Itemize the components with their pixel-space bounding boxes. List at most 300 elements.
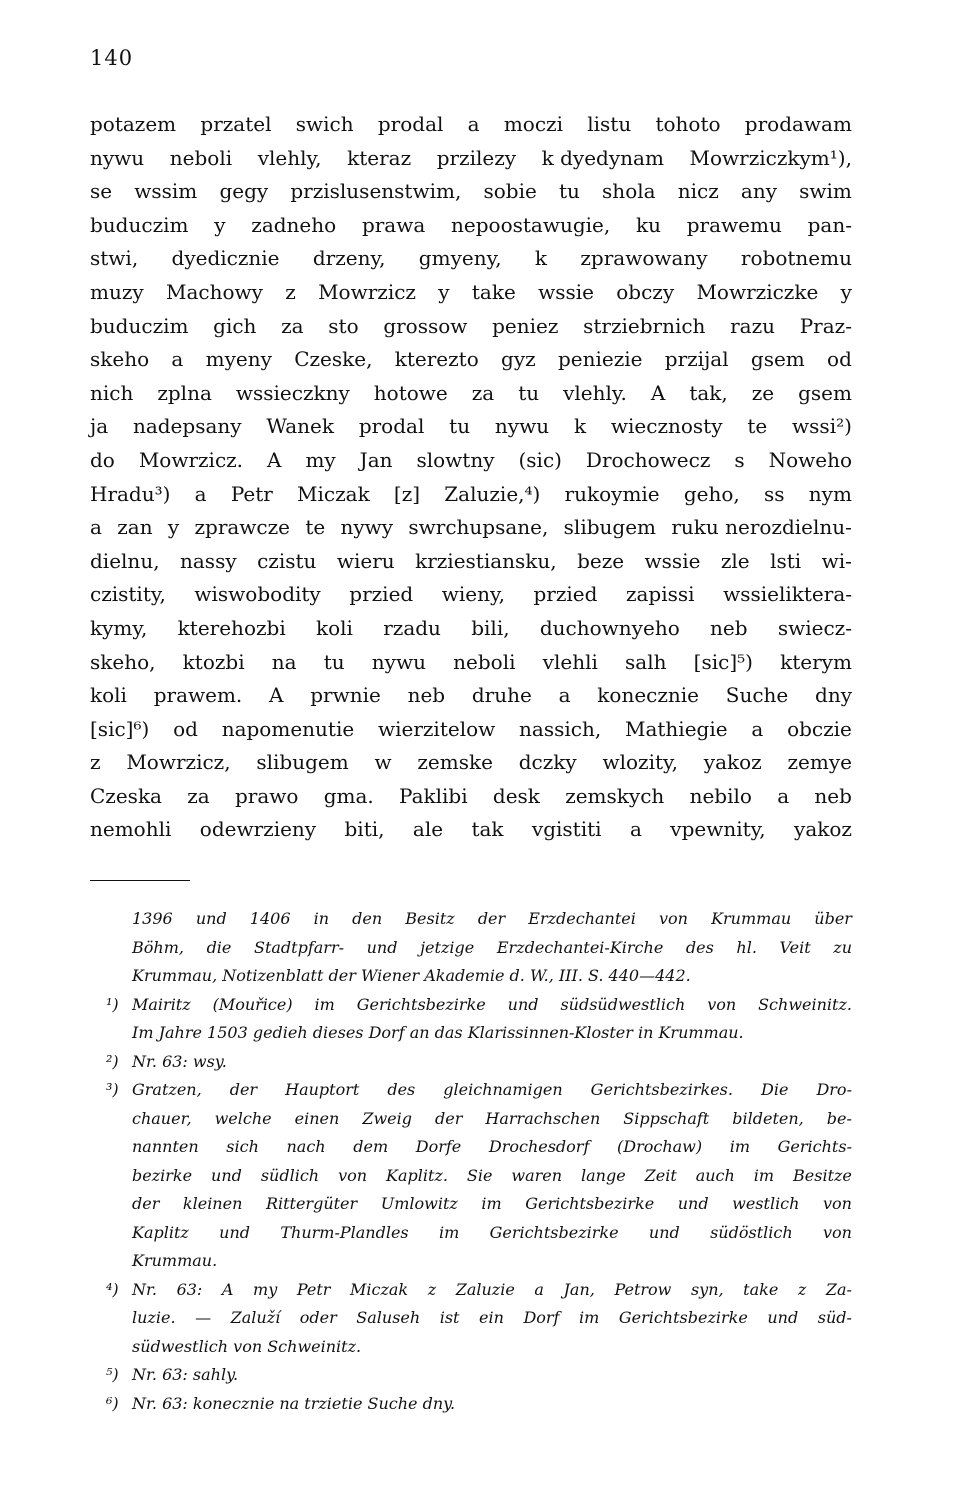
footnote-word: Gerichtsbezirke bbox=[356, 994, 486, 1014]
footnote-line bbox=[90, 1333, 852, 1362]
main-text-word: [sic]⁶) bbox=[90, 716, 150, 741]
main-text-word: nemohli bbox=[90, 817, 172, 842]
footnote-word: Rittergüter bbox=[265, 1194, 358, 1213]
footnote-word: Erzdechantei bbox=[528, 909, 636, 928]
footnote-text: Nr. 63: sahly. bbox=[132, 1365, 239, 1384]
main-text-word: odewrzieny bbox=[199, 817, 317, 842]
main-text-word: nywu bbox=[371, 649, 426, 674]
main-text-word: k bbox=[534, 246, 548, 271]
footnote-word: welche bbox=[214, 1108, 272, 1128]
main-text-word: zplna bbox=[157, 380, 212, 405]
main-text-word: te bbox=[747, 414, 768, 439]
footnote-text bbox=[132, 1133, 852, 1162]
footnote-word: Saluseh bbox=[356, 1308, 421, 1327]
main-text-word: neb bbox=[710, 615, 748, 640]
footnote-word: bezirke bbox=[132, 1165, 193, 1185]
main-text-word: kterezto bbox=[394, 347, 479, 372]
main-text-word: prodal bbox=[358, 414, 425, 439]
footnote-text bbox=[132, 1190, 852, 1219]
main-text-word: nywu bbox=[494, 414, 550, 439]
main-text-word: obczy bbox=[616, 279, 675, 304]
footnote-word: süd- bbox=[817, 1308, 852, 1327]
footnote-word: Gerichts- bbox=[777, 1137, 852, 1156]
main-text-word: beze bbox=[577, 548, 625, 573]
footnote-word: waren bbox=[511, 1165, 563, 1185]
footnote-word: Besitze bbox=[793, 1165, 852, 1185]
main-text-word: prawo bbox=[234, 783, 299, 808]
main-text-word: gyz bbox=[501, 347, 536, 372]
main-text-word: wssieczkny bbox=[235, 380, 350, 405]
footnote-line bbox=[90, 1076, 852, 1105]
main-text-word: wieny, bbox=[441, 582, 505, 607]
footnote-word: syn, bbox=[690, 1279, 724, 1299]
main-text-word: a bbox=[90, 515, 102, 540]
main-text-word: bili, bbox=[471, 615, 510, 640]
main-text-word: dczky bbox=[518, 750, 577, 775]
footnote-word: und bbox=[677, 1194, 709, 1213]
footnote-line bbox=[90, 1247, 852, 1276]
footnote-line bbox=[90, 1190, 852, 1219]
footnote-word: der bbox=[435, 1108, 463, 1128]
main-text-line bbox=[90, 108, 852, 142]
footnote-word: von bbox=[707, 994, 737, 1014]
footnote-marker: ⁵) bbox=[106, 1365, 119, 1384]
footnote-line bbox=[90, 962, 852, 991]
main-text-line bbox=[90, 780, 852, 814]
footnote-word: zu bbox=[833, 937, 852, 957]
main-text-word: buduczim bbox=[90, 212, 189, 237]
footnote-word: jetzige bbox=[420, 937, 475, 957]
footnote-word: in bbox=[313, 909, 330, 928]
footnote-text bbox=[132, 905, 852, 934]
main-text-word: przied bbox=[349, 582, 414, 607]
main-text-word: skeho, bbox=[90, 649, 156, 674]
footnote-word: Harrachschen bbox=[485, 1108, 601, 1128]
main-text-word: slibugem bbox=[563, 515, 657, 540]
main-text-word: [sic]⁵) bbox=[693, 649, 753, 674]
main-text-word: slibugem bbox=[256, 750, 349, 775]
main-text-word: strziebrnich bbox=[583, 313, 706, 338]
footnote-word: Thurm-Plandles bbox=[280, 1222, 409, 1242]
main-text-word: zle bbox=[720, 548, 750, 573]
main-text-word: neboli bbox=[453, 649, 516, 674]
main-text-word: A bbox=[269, 683, 284, 708]
main-text-word: stwi, bbox=[90, 246, 139, 271]
main-text-word: zan bbox=[117, 515, 153, 540]
main-text-word: rukoymie bbox=[564, 481, 660, 506]
main-text-word: Mowrziczkym¹), bbox=[689, 145, 852, 170]
footnote-line bbox=[90, 1162, 852, 1191]
footnote-word: Dorf bbox=[523, 1308, 560, 1327]
main-text-word: Hradu³) bbox=[90, 481, 171, 506]
main-text-word: wssim bbox=[134, 179, 198, 204]
main-text-word: skeho bbox=[90, 347, 150, 372]
main-text-word: ja bbox=[90, 414, 109, 439]
main-text-word: kterehozbi bbox=[177, 615, 286, 640]
main-text-word: zemskych bbox=[565, 783, 665, 808]
footnote-word: und bbox=[366, 937, 398, 957]
footnotes-block bbox=[90, 905, 852, 1418]
footnote-word: Zaluží bbox=[230, 1308, 281, 1327]
main-text-word: tu bbox=[518, 380, 540, 405]
footnote-word: im bbox=[314, 994, 335, 1014]
main-text-word: a bbox=[171, 347, 184, 372]
footnote-word: im bbox=[438, 1222, 460, 1242]
main-text-word: nym bbox=[808, 481, 852, 506]
main-text-word: prawemu bbox=[686, 212, 782, 237]
page-number: 140 bbox=[90, 46, 134, 70]
footnote-word: und bbox=[507, 994, 539, 1014]
footnote-line bbox=[90, 991, 852, 1020]
footnote-word: Gratzen, bbox=[132, 1080, 202, 1099]
main-text-word: obczie bbox=[787, 716, 852, 741]
footnote-line bbox=[90, 1105, 852, 1134]
main-text-word: se bbox=[90, 179, 113, 204]
main-text-word: s bbox=[734, 447, 745, 472]
footnote-line bbox=[90, 1304, 852, 1333]
main-text-word: ku bbox=[636, 212, 661, 237]
main-text-word: nicz bbox=[677, 179, 719, 204]
main-text-word: moczi bbox=[503, 112, 563, 136]
main-text-word: Mowrzicz. bbox=[138, 447, 244, 472]
footnote-text bbox=[132, 1219, 852, 1248]
main-text-word: Noweho bbox=[768, 447, 852, 472]
main-text-word: dielnu, bbox=[90, 548, 160, 573]
footnote-word: z bbox=[797, 1279, 807, 1299]
main-text-word: od bbox=[827, 347, 852, 372]
footnote-word: A bbox=[221, 1279, 234, 1299]
main-text-word: wlozity, bbox=[602, 750, 678, 775]
footnote-word: oder bbox=[299, 1308, 337, 1327]
main-text-word: rzadu bbox=[383, 615, 441, 640]
footnote-line bbox=[90, 1219, 852, 1248]
main-text-word: ss bbox=[764, 481, 785, 506]
main-text-word: vpewnity, bbox=[670, 817, 766, 842]
main-text-word: yakoz bbox=[794, 817, 852, 842]
main-text-word: dyedicznie bbox=[171, 246, 280, 271]
footnote-word: im bbox=[481, 1194, 502, 1213]
footnote-word: der bbox=[229, 1080, 258, 1099]
main-text-word: zadneho bbox=[251, 212, 337, 237]
footnote-word: Veit bbox=[779, 937, 811, 957]
main-text-word: take bbox=[471, 279, 516, 304]
main-text-word: a bbox=[777, 783, 790, 808]
footnote-word: dem bbox=[353, 1137, 389, 1156]
main-text-word: y bbox=[438, 279, 450, 304]
main-text-word: Suche bbox=[725, 683, 789, 708]
main-text-word: y bbox=[167, 515, 180, 540]
main-text-word: geho, bbox=[683, 481, 740, 506]
footnote-line bbox=[90, 905, 852, 934]
main-text-word: slowtny bbox=[416, 447, 495, 472]
footnote-marker: ¹) bbox=[106, 994, 119, 1014]
main-text-word: my bbox=[305, 447, 336, 472]
main-text-word: swim bbox=[799, 179, 852, 204]
footnote-text bbox=[132, 991, 852, 1020]
main-text-word: peniezie bbox=[557, 347, 643, 372]
footnote-text bbox=[132, 1076, 852, 1105]
footnote-word: westlich bbox=[732, 1194, 800, 1213]
main-text-word: przilezy bbox=[436, 145, 517, 170]
footnote-separator-rule bbox=[90, 880, 190, 881]
main-text-word: Zaluzie,⁴) bbox=[444, 481, 541, 506]
footnote-text: Im Jahre 1503 gedieh dieses Dorf an das Klarissinnen-Kloster in Krummau. bbox=[132, 1023, 744, 1042]
main-text-word: a bbox=[751, 716, 764, 741]
main-text-word: ze bbox=[751, 380, 775, 405]
main-text-word: wi- bbox=[821, 548, 852, 573]
main-text-word: salh bbox=[625, 649, 667, 674]
main-text-word: nebilo bbox=[689, 783, 752, 808]
footnote-word: Sippschaft bbox=[623, 1108, 710, 1128]
main-text-word: za bbox=[281, 313, 304, 338]
main-text-word: przied bbox=[533, 582, 598, 607]
main-text-word: lsti bbox=[770, 548, 802, 573]
main-text-word: pan- bbox=[807, 212, 852, 237]
main-text-word: Wanek bbox=[266, 414, 334, 439]
main-text-word: tak bbox=[471, 817, 504, 842]
main-text-word: grossow bbox=[383, 313, 468, 338]
main-text-line bbox=[90, 175, 852, 209]
main-text-word: nywy bbox=[340, 515, 394, 540]
footnote-word: Zweig bbox=[362, 1108, 412, 1128]
main-text-word: dny bbox=[815, 683, 852, 708]
footnote-word: Dorfe bbox=[415, 1137, 462, 1156]
main-text-word: yakoz bbox=[703, 750, 762, 775]
main-text-line bbox=[90, 343, 852, 377]
main-text-line bbox=[90, 578, 852, 612]
main-text-word: tohoto bbox=[655, 112, 721, 136]
main-text-word: (sic) bbox=[518, 447, 562, 472]
main-text-word: tu bbox=[449, 414, 471, 439]
main-text-word: A bbox=[650, 380, 666, 405]
main-text-word: sobie bbox=[483, 179, 537, 204]
main-text-word: wssie bbox=[538, 279, 594, 304]
main-text-word: na bbox=[271, 649, 297, 674]
footnote-text: südwestlich von Schweinitz. bbox=[132, 1336, 362, 1356]
footnote-word: (Mouřice) bbox=[212, 994, 293, 1014]
main-text-word: nassy bbox=[180, 548, 237, 573]
main-text-line bbox=[90, 511, 852, 545]
main-text-word: vlehli bbox=[542, 649, 598, 674]
footnote-text: Nr. 63: konecznie na trzietie Suche dny. bbox=[132, 1393, 456, 1413]
footnote-word: und bbox=[211, 1165, 242, 1185]
main-text-word: czistity, bbox=[90, 582, 166, 607]
footnote-word: Böhm, bbox=[132, 937, 184, 957]
main-text-word: ktozbi bbox=[182, 649, 245, 674]
footnote-word: luzie. bbox=[132, 1308, 176, 1327]
main-text-word: ruku nerozdielnu- bbox=[671, 515, 852, 540]
main-text-word: a bbox=[558, 683, 571, 708]
main-text-word: z bbox=[90, 750, 101, 775]
main-text-word: Drochowecz bbox=[585, 447, 711, 472]
main-text-word: duchownyeho bbox=[539, 615, 680, 640]
main-text-word: a bbox=[194, 481, 207, 506]
main-text-word: czistu bbox=[257, 548, 317, 573]
main-text-word: prwnie bbox=[310, 683, 381, 708]
main-text-line bbox=[90, 478, 852, 512]
footnote-word: ein bbox=[479, 1308, 504, 1327]
main-text-word: Petr bbox=[230, 481, 273, 506]
footnote-word: den bbox=[352, 909, 383, 928]
main-text-word: prodal bbox=[377, 112, 444, 136]
main-text-line bbox=[90, 813, 852, 847]
main-text-word: koli bbox=[90, 683, 127, 708]
main-text-word: Czeska bbox=[90, 783, 162, 808]
main-text-word: peniez bbox=[492, 313, 559, 338]
main-text-word: myeny bbox=[205, 347, 272, 372]
main-text-word: zprawcze bbox=[194, 515, 291, 540]
main-text-word: prodawam bbox=[744, 112, 852, 136]
footnote-word: Jan, bbox=[563, 1279, 595, 1299]
footnote-word: Zaluzie bbox=[455, 1279, 515, 1299]
main-text-line bbox=[90, 209, 852, 243]
main-text-word: any bbox=[740, 179, 777, 204]
main-text-line bbox=[90, 679, 852, 713]
footnote-word: der bbox=[132, 1194, 160, 1213]
main-text-word: wssie bbox=[644, 548, 701, 573]
main-text-word: [z] bbox=[393, 481, 421, 506]
footnote-line bbox=[90, 1133, 852, 1162]
main-text-word: gsem bbox=[798, 380, 852, 405]
main-text-line bbox=[90, 276, 852, 310]
footnote-word: my bbox=[253, 1279, 278, 1299]
main-text-word: Czeske, bbox=[294, 347, 373, 372]
main-text-word: vlehly, bbox=[257, 145, 322, 170]
footnote-text bbox=[132, 1162, 852, 1191]
footnote-text bbox=[132, 1304, 852, 1333]
footnote-word: z bbox=[427, 1279, 437, 1299]
main-text-word: do bbox=[90, 447, 115, 472]
footnote-word: im bbox=[729, 1137, 751, 1156]
footnote-word: auch bbox=[695, 1165, 735, 1185]
footnote-text: Krummau. bbox=[132, 1251, 218, 1270]
footnote-word: nach bbox=[286, 1137, 326, 1156]
footnote-line bbox=[90, 1390, 852, 1419]
footnote-word: über bbox=[814, 909, 852, 928]
footnote-marker: ³) bbox=[106, 1080, 119, 1099]
footnote-word: take bbox=[743, 1279, 779, 1299]
footnote-word: Hauptort bbox=[285, 1080, 360, 1099]
footnote-word: sich bbox=[226, 1137, 259, 1156]
main-text-word: potazem bbox=[90, 112, 177, 136]
footnote-marker: ²) bbox=[106, 1051, 119, 1071]
main-text-word: desk bbox=[492, 783, 540, 808]
main-text-word: a bbox=[467, 112, 480, 136]
main-text-word: swrchupsane, bbox=[408, 515, 549, 540]
main-text-word: gegy bbox=[219, 179, 269, 204]
footnote-line bbox=[90, 1019, 852, 1048]
main-text-word: listu bbox=[587, 112, 632, 136]
footnote-word: Kaplitz. bbox=[386, 1165, 448, 1185]
footnote-word: und bbox=[195, 909, 227, 928]
main-text-word: od bbox=[173, 716, 198, 741]
main-text-word: koli bbox=[316, 615, 353, 640]
footnote-word: Gerichtsbezirkes. bbox=[590, 1080, 733, 1099]
main-text-word: napomenutie bbox=[221, 716, 355, 741]
footnote-word: be- bbox=[826, 1108, 852, 1128]
footnote-word: und bbox=[767, 1308, 799, 1327]
main-text-word: przatel bbox=[200, 112, 272, 136]
footnote-text bbox=[132, 1276, 852, 1305]
footnote-word: im bbox=[579, 1308, 600, 1327]
main-text-word: przijal bbox=[664, 347, 729, 372]
main-text-word: a bbox=[629, 817, 642, 842]
main-text-word: muzy bbox=[90, 279, 144, 304]
footnote-word: Nr. bbox=[132, 1279, 157, 1299]
footnote-word: lange bbox=[580, 1165, 626, 1185]
main-text-word: prawem. bbox=[153, 683, 243, 708]
main-text-word: Paklibi bbox=[399, 783, 468, 808]
main-text-word: za bbox=[187, 783, 210, 808]
footnote-word: von bbox=[338, 1165, 368, 1185]
footnote-word: und bbox=[219, 1222, 251, 1242]
main-text-word: druhe bbox=[471, 683, 532, 708]
footnote-word: Die bbox=[761, 1080, 789, 1099]
footnote-word: Mairitz bbox=[132, 994, 191, 1014]
main-text-word: nassich, bbox=[519, 716, 602, 741]
footnote-word: Zeit bbox=[644, 1165, 677, 1185]
main-text-word: nepoostawugie, bbox=[451, 212, 611, 237]
footnote-word: die bbox=[206, 937, 232, 957]
footnote-word: 1396 bbox=[132, 909, 173, 928]
main-text-word: shola bbox=[602, 179, 656, 204]
footnote-word: ist bbox=[439, 1308, 460, 1327]
main-text-word: robotnemu bbox=[740, 246, 852, 271]
footnote-text bbox=[132, 934, 852, 963]
footnote-word: gleichnamigen bbox=[443, 1080, 563, 1099]
footnote-text bbox=[132, 1105, 852, 1134]
main-text-word: neboli bbox=[169, 145, 233, 170]
footnote-word: a bbox=[534, 1279, 544, 1299]
footnote-word: Besitz bbox=[405, 909, 455, 928]
main-text-line bbox=[90, 444, 852, 478]
main-text-word: wssieliktera- bbox=[723, 582, 852, 607]
main-text-word: Miczak bbox=[297, 481, 370, 506]
footnote-word: des bbox=[387, 1080, 416, 1099]
footnote-word: Za- bbox=[825, 1279, 852, 1299]
footnote-word: im bbox=[753, 1165, 775, 1185]
main-text-word: Mowrzicz, bbox=[126, 750, 231, 775]
footnote-word: der bbox=[477, 909, 506, 928]
footnote-word: Dro- bbox=[816, 1080, 852, 1099]
main-text-line bbox=[90, 310, 852, 344]
footnote-word: einen bbox=[294, 1108, 340, 1128]
main-text-word: swiecz- bbox=[777, 615, 852, 640]
main-text-word: nich bbox=[90, 380, 134, 405]
main-text-line bbox=[90, 377, 852, 411]
main-text-word: nadepsany bbox=[132, 414, 242, 439]
main-text-word: buduczim bbox=[90, 313, 189, 338]
main-text-word: Mathiegie bbox=[624, 716, 728, 741]
main-text-word: kteraz bbox=[347, 145, 412, 170]
main-text-word: wiecznosty bbox=[610, 414, 723, 439]
footnote-word: südlich bbox=[260, 1165, 320, 1185]
footnote-text: Krummau, Notizenblatt der Wiener Akademie d. W., III. S. 440—442. bbox=[132, 966, 691, 985]
footnote-word: Drochesdorf bbox=[488, 1137, 590, 1156]
main-text-word: te bbox=[305, 515, 326, 540]
main-text-word: Mowrzicz bbox=[318, 279, 416, 304]
main-text-word: y bbox=[214, 212, 226, 237]
footnote-word: Kaplitz bbox=[132, 1222, 189, 1242]
footnote-word: Petr bbox=[296, 1279, 331, 1299]
footnote-line bbox=[90, 1361, 852, 1390]
footnote-word: südöstlich bbox=[710, 1222, 793, 1242]
main-text-word: z bbox=[285, 279, 296, 304]
main-text-word: prawa bbox=[361, 212, 426, 237]
footnote-word: Erzdechantei-Kirche bbox=[496, 937, 664, 957]
footnote-line bbox=[90, 1048, 852, 1077]
footnote-word: Petrow bbox=[614, 1279, 672, 1299]
